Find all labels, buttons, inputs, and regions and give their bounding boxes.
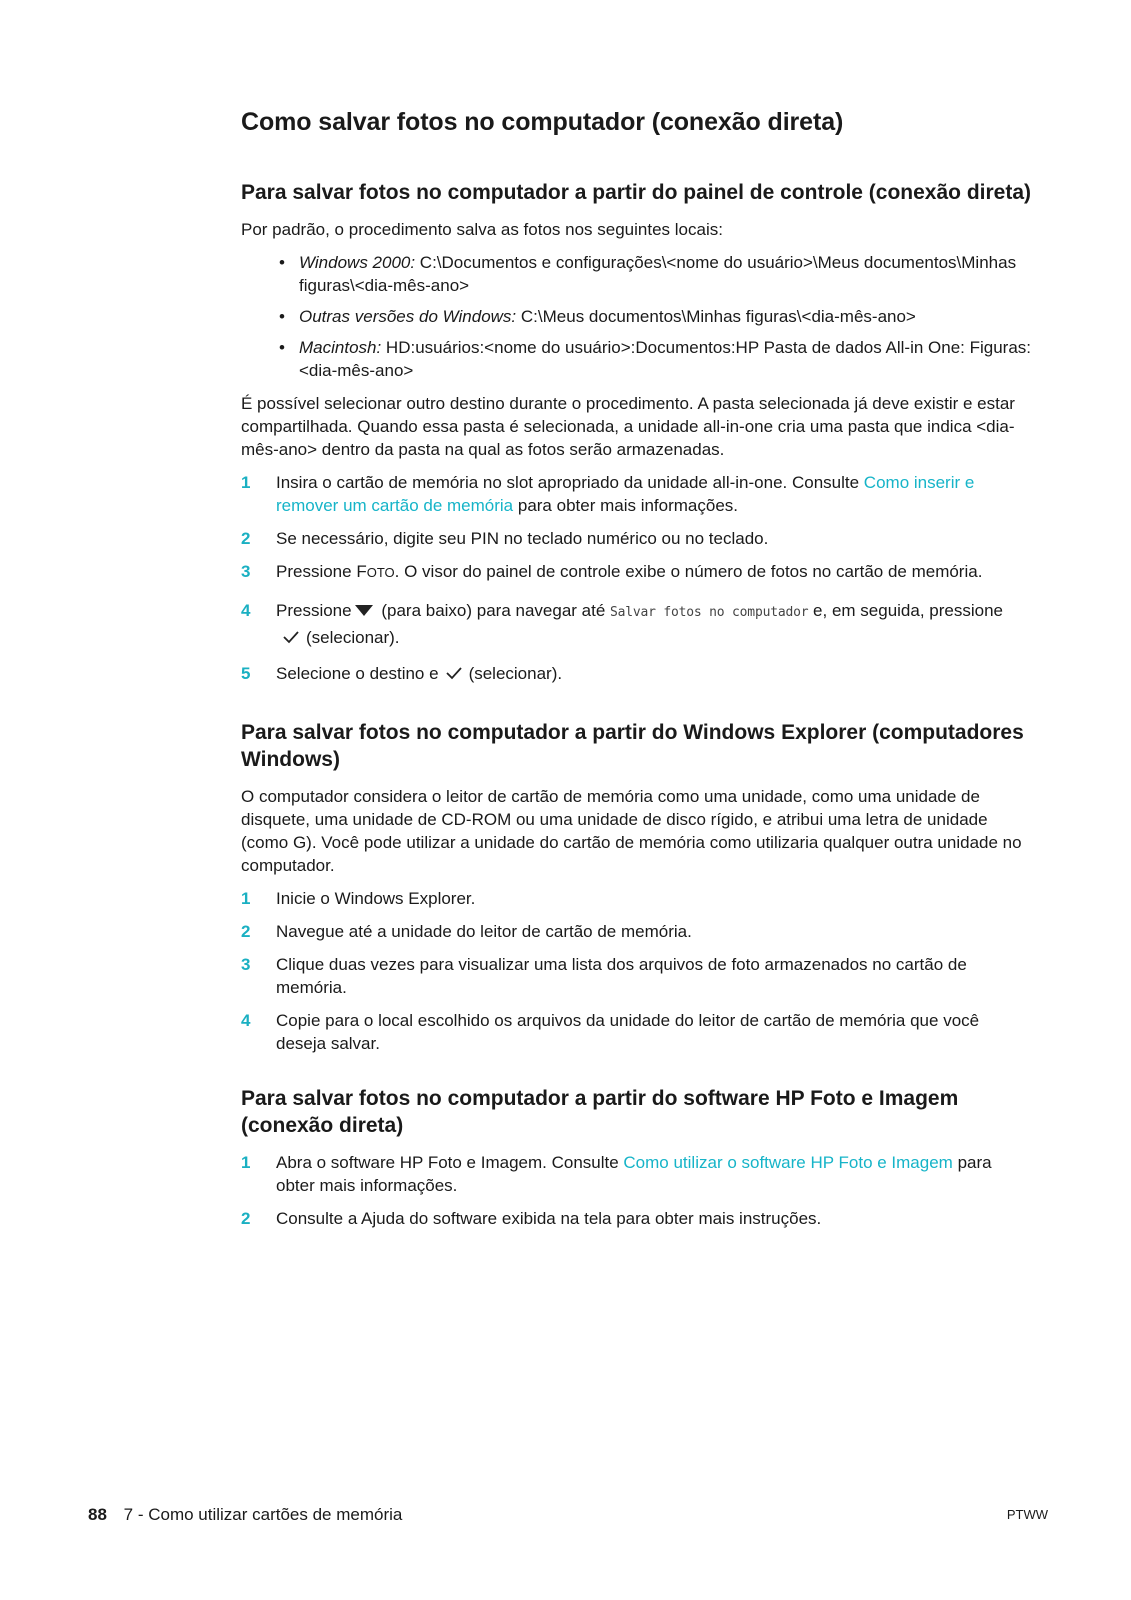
display-text: Salvar fotos no computador [610,605,809,620]
checkmark-icon [282,630,300,644]
foto-key-label: FOTO [356,562,395,581]
locations-list [241,251,1031,382]
page-footer [88,1505,1048,1525]
step-item: 5 Selecione o destino e (selecionar). [241,664,563,683]
step-item: 2 Se necessário, digite seu PIN no teclado numérico ou no teclado. [241,529,769,548]
step-item: 3 Pressione FOTO. O visor do painel de controle exibe o número de fotos no cartão de memória. [241,562,983,581]
step-item: 1 Abra o software HP Foto e Imagem. Consulte Como utilizar o software HP Foto e Imagem para obter mais informações. [241,1153,992,1195]
link-insert-remove-card[interactable]: Como inserir e remover um cartão de memória [276,473,975,515]
list-item: • Outras versões do Windows: C:\Meus documentos\Minhas figuras\<dia-mês-ano> [279,307,916,326]
chapter-title: 7 - Como utilizar cartões de memória [123,1505,403,1524]
destination-paragraph: É possível selecionar outro destino durante o procedimento. A pasta selecionada já deve existir e estar compartilhada. Quando essa pasta é selecionada, a unidade all-in-one cria uma pasta que indica <dia-mês-ano> dentro da pasta na qual as fotos serão armazenadas. [241,394,1015,459]
step-item: 2 Navegue até a unidade do leitor de cartão de memória. [241,922,692,941]
intro-text: Por padrão, o procedimento salva as fotos nos seguintes locais: [241,220,723,239]
list-item: • Macintosh: HD:usuários:<nome do usuário>:Documentos:HP Pasta de dados All-in One: Figuras:<dia-mês-ano> [279,338,1032,380]
page-content [241,108,1031,1240]
link-hp-foto-imagem[interactable]: Como utilizar o software HP Foto e Imagem [623,1153,953,1172]
step-item: 1 Insira o cartão de memória no slot apropriado da unidade all-in-one. Consulte Como inserir e remover um cartão de memória para obter mais informações. [241,473,975,515]
section-heading-windows-explorer: Para salvar fotos no computador a partir do Windows Explorer (computadores Windows) [241,721,1024,771]
step-item: 2 Consulte a Ajuda do software exibida na tela para obter mais instruções. [241,1209,822,1228]
step-item: 4 Copie para o local escolhido os arquivos da unidade do leitor de cartão de memória que você deseja salvar. [241,1011,980,1053]
explorer-steps [241,887,1031,1055]
down-arrow-icon [354,603,374,617]
section-heading-hp-software: Para salvar fotos no computador a partir do software HP Foto e Imagem (conexão direta) [241,1087,959,1137]
checkmark-icon [445,666,463,680]
control-panel-steps [241,471,1031,685]
page-number: 88 [88,1505,107,1524]
list-item: • Windows 2000: C:\Documentos e configurações\<nome do usuário>\Meus documentos\Minhas figuras\<dia-mês-ano> [279,253,1017,295]
hp-software-steps [241,1151,1031,1230]
language-code: PTWW [1006,1507,1048,1522]
explorer-paragraph: O computador considera o leitor de cartão de memória como uma unidade, como uma unidade de disquete, uma unidade de CD-ROM ou uma unidade de disco rígido, e atribui uma letra de unidade (como G). Você pode utilizar a unidade do cartão de memória como utilizaria qualquer outra unidade no computador. [241,787,1022,875]
step-item: 3 Clique duas vezes para visualizar uma lista dos arquivos de foto armazenados no cartão de memória. [241,955,967,997]
step-item: 4 Pressione (para baixo) para navegar até Salvar fotos no computador e, em seguida, pressione(selecionar). [241,601,1003,647]
section-hp-software [241,1085,1031,1230]
page-title: Como salvar fotos no computador (conexão direta) [241,108,844,136]
step-item: 1 Inicie o Windows Explorer. [241,889,476,908]
section-windows-explorer [241,719,1031,1055]
section-heading-control-panel: Para salvar fotos no computador a partir do painel de controle (conexão direta) [241,181,1032,204]
